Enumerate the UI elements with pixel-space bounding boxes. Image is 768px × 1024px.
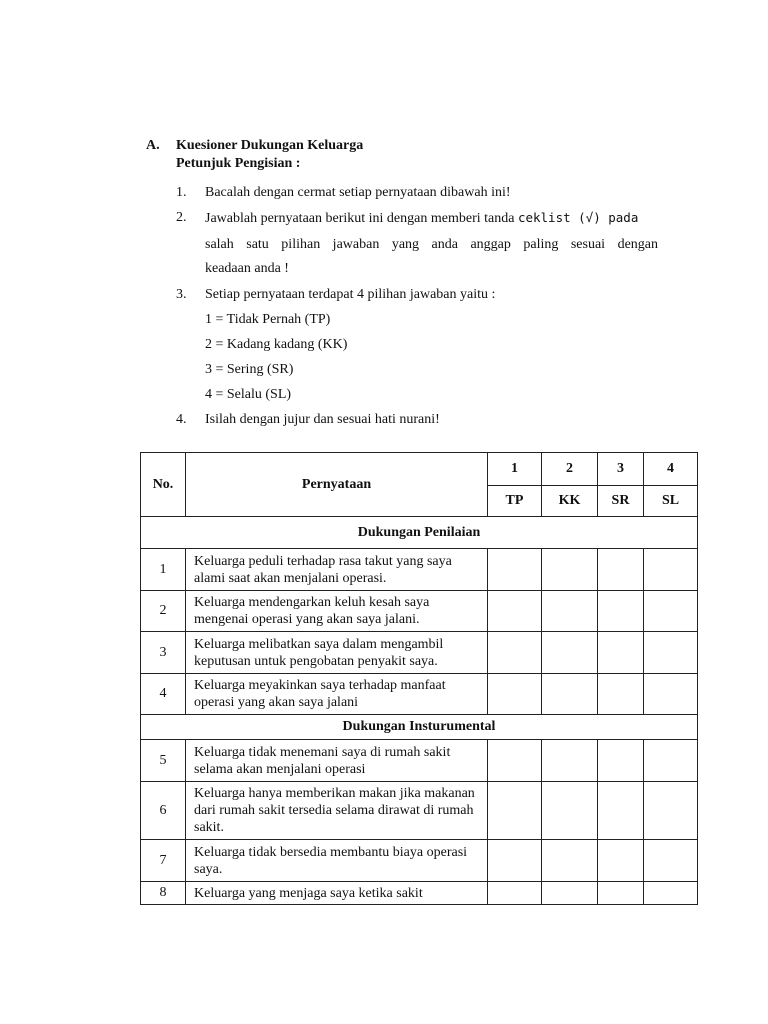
table-row bbox=[141, 840, 698, 882]
row-statement: Keluarga tidak menemani saya di rumah sakit selama akan menjalani operasi bbox=[186, 740, 488, 782]
answer-option: 2 = Kadang kadang (KK) bbox=[205, 337, 348, 352]
answer-cell-sl[interactable] bbox=[644, 632, 698, 674]
table-row bbox=[141, 591, 698, 632]
table-row bbox=[141, 549, 698, 591]
answer-cell-sl[interactable] bbox=[644, 840, 698, 882]
answer-cell-sr[interactable] bbox=[598, 840, 644, 882]
answer-cell-tp[interactable] bbox=[488, 591, 542, 632]
answer-cell-kk[interactable] bbox=[542, 591, 598, 632]
row-statement: Keluarga peduli terhadap rasa takut yang saya alami saat akan menjalani operasi. bbox=[186, 549, 488, 591]
questionnaire-table bbox=[140, 452, 698, 905]
row-statement: Keluarga hanya memberikan makan jika makanan dari rumah sakit tersedia selama dirawat di rumah sakit. bbox=[186, 782, 488, 840]
row-statement: Keluarga yang menjaga saya ketika sakit bbox=[186, 882, 488, 905]
section-letter: A. bbox=[146, 138, 160, 153]
column-header-statement: Pernyataan bbox=[186, 453, 488, 517]
scale-number-header: 4 bbox=[644, 453, 698, 486]
instruction-text-line: salah satu pilihan jawaban yang anda anggap paling sesuai dengan bbox=[205, 237, 658, 252]
answer-cell-kk[interactable] bbox=[542, 632, 598, 674]
checklist-symbol-text: ceklist (√) pada bbox=[517, 210, 639, 225]
table-row bbox=[141, 782, 698, 840]
table-row bbox=[141, 740, 698, 782]
instruction-text-part: Jawablah pernyataan berikut ini dengan memberi tanda bbox=[205, 211, 515, 226]
instruction-number: 2. bbox=[176, 210, 187, 225]
row-number: 8 bbox=[141, 882, 186, 905]
table-row bbox=[141, 674, 698, 715]
row-number: 2 bbox=[141, 591, 186, 632]
scale-code-header: SR bbox=[598, 486, 644, 517]
instruction-text-line: keadaan anda ! bbox=[205, 261, 289, 276]
row-number: 6 bbox=[141, 782, 186, 840]
scale-code-header: TP bbox=[488, 486, 542, 517]
section-header: Dukungan Penilaian bbox=[141, 517, 698, 549]
row-statement: Keluarga tidak bersedia membantu biaya operasi saya. bbox=[186, 840, 488, 882]
answer-cell-sr[interactable] bbox=[598, 674, 644, 715]
answer-cell-sr[interactable] bbox=[598, 740, 644, 782]
instruction-number: 1. bbox=[176, 185, 187, 200]
table-row bbox=[141, 882, 698, 905]
instruction-number: 3. bbox=[176, 287, 187, 302]
answer-cell-kk[interactable] bbox=[542, 674, 598, 715]
instruction-number: 4. bbox=[176, 412, 187, 427]
answer-cell-sr[interactable] bbox=[598, 782, 644, 840]
answer-cell-tp[interactable] bbox=[488, 632, 542, 674]
instruction-text bbox=[205, 210, 638, 227]
instruction-text: Bacalah dengan cermat setiap pernyataan dibawah ini! bbox=[205, 185, 511, 200]
scale-code-header: KK bbox=[542, 486, 598, 517]
row-statement: Keluarga mendengarkan keluh kesah saya mengenai operasi yang akan saya jalani. bbox=[186, 591, 488, 632]
answer-option: 4 = Selalu (SL) bbox=[205, 387, 292, 402]
row-number: 7 bbox=[141, 840, 186, 882]
answer-cell-sl[interactable] bbox=[644, 549, 698, 591]
answer-cell-tp[interactable] bbox=[488, 840, 542, 882]
row-number: 1 bbox=[141, 549, 186, 591]
instruction-text: Setiap pernyataan terdapat 4 pilihan jawaban yaitu : bbox=[205, 287, 496, 302]
page-subtitle: Petunjuk Pengisian : bbox=[176, 156, 301, 171]
answer-cell-kk[interactable] bbox=[542, 882, 598, 905]
answer-cell-sl[interactable] bbox=[644, 782, 698, 840]
row-number: 5 bbox=[141, 740, 186, 782]
answer-cell-kk[interactable] bbox=[542, 549, 598, 591]
answer-option: 1 = Tidak Pernah (TP) bbox=[205, 312, 331, 327]
page-title: Kuesioner Dukungan Keluarga bbox=[176, 138, 364, 153]
scale-number-header: 2 bbox=[542, 453, 598, 486]
answer-cell-sl[interactable] bbox=[644, 740, 698, 782]
answer-cell-kk[interactable] bbox=[542, 840, 598, 882]
row-number: 4 bbox=[141, 674, 186, 715]
answer-cell-sl[interactable] bbox=[644, 591, 698, 632]
answer-cell-tp[interactable] bbox=[488, 549, 542, 591]
answer-cell-tp[interactable] bbox=[488, 782, 542, 840]
row-number: 3 bbox=[141, 632, 186, 674]
answer-cell-sr[interactable] bbox=[598, 549, 644, 591]
answer-option: 3 = Sering (SR) bbox=[205, 362, 294, 377]
scale-number-header: 3 bbox=[598, 453, 644, 486]
column-header-no: No. bbox=[141, 453, 186, 517]
answer-cell-sr[interactable] bbox=[598, 632, 644, 674]
row-statement: Keluarga meyakinkan saya terhadap manfaat operasi yang akan saya jalani bbox=[186, 674, 488, 715]
answer-cell-kk[interactable] bbox=[542, 782, 598, 840]
scale-number-header: 1 bbox=[488, 453, 542, 486]
answer-cell-sr[interactable] bbox=[598, 882, 644, 905]
row-statement: Keluarga melibatkan saya dalam mengambil keputusan untuk pengobatan penyakit saya. bbox=[186, 632, 488, 674]
scale-code-header: SL bbox=[644, 486, 698, 517]
answer-cell-sl[interactable] bbox=[644, 674, 698, 715]
section-header: Dukungan Insturumental bbox=[141, 715, 698, 740]
answer-cell-tp[interactable] bbox=[488, 882, 542, 905]
answer-cell-sl[interactable] bbox=[644, 882, 698, 905]
answer-cell-tp[interactable] bbox=[488, 674, 542, 715]
table-row bbox=[141, 632, 698, 674]
answer-cell-sr[interactable] bbox=[598, 591, 644, 632]
answer-cell-kk[interactable] bbox=[542, 740, 598, 782]
answer-cell-tp[interactable] bbox=[488, 740, 542, 782]
instruction-text: Isilah dengan jujur dan sesuai hati nurani! bbox=[205, 412, 440, 427]
